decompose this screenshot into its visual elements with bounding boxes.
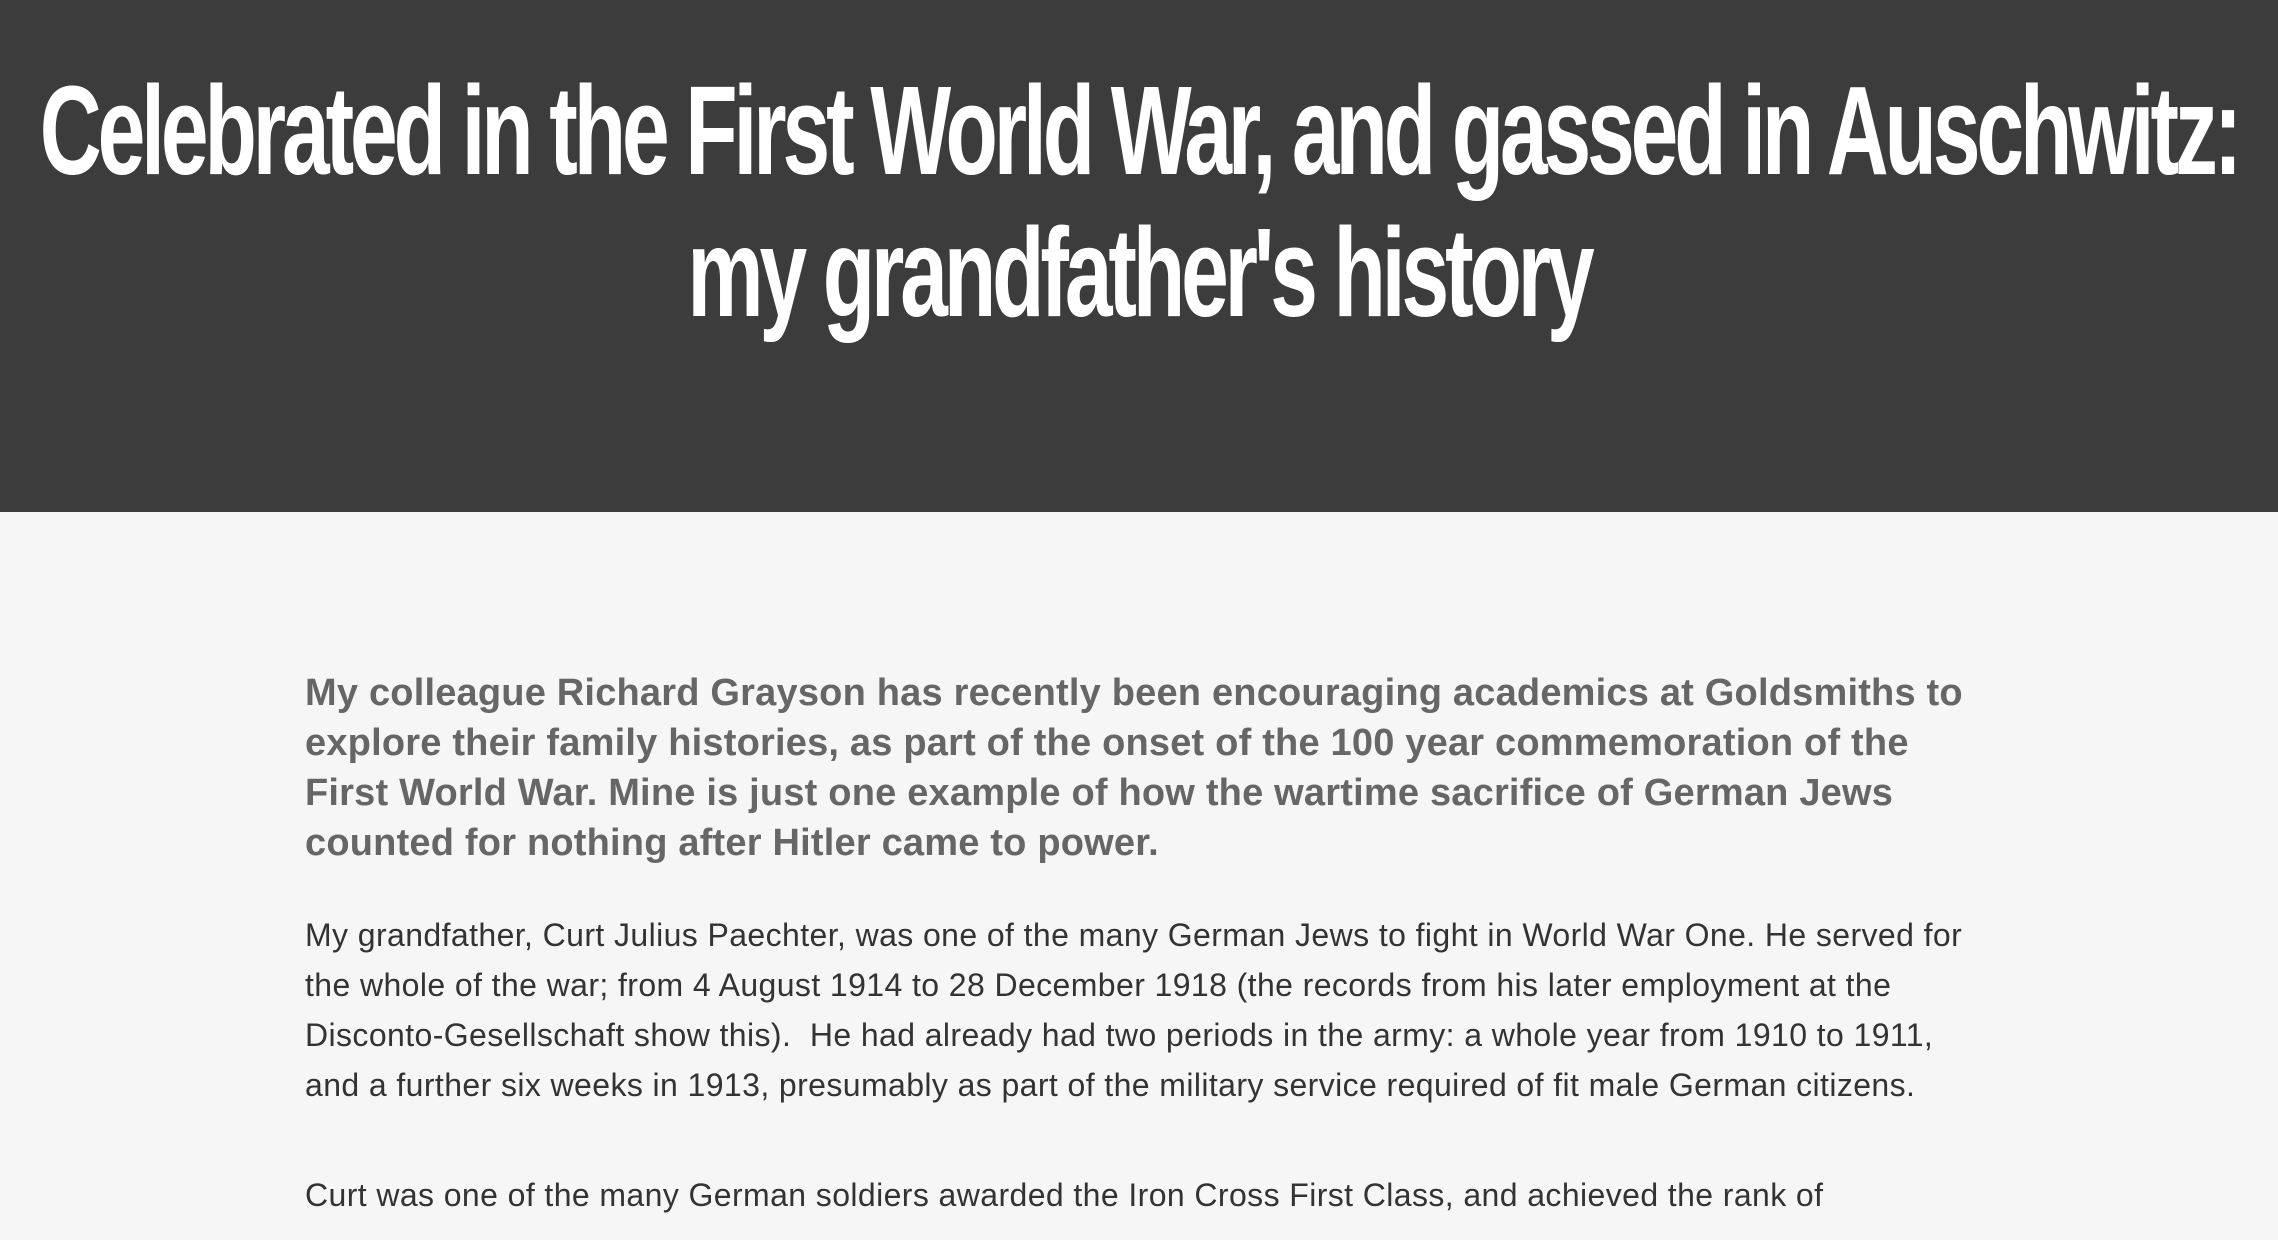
article-standfirst: My colleague Richard Grayson has recently been encouraging academics at Goldsmiths to explore their family histories, as part of the onset of the 100 year commemoration of the First World War. Mine is just one example of how the wartime sacrifice of German Jews counted for nothing after Hitler came to power. (305, 672, 1963, 864)
title-wrapper (0, 0, 2278, 512)
article-header (0, 0, 2278, 512)
article-body (305, 668, 1972, 1240)
article-paragraph: My grandfather, Curt Julius Paechter, was one of the many German Jews to fight in World War One. He served for the whole of the war; from 4 August 1914 to 28 December 1918 (the records from his later employment at the Disconto-Gesellschaft show this). He had already had two periods in the army: a whole year from 1910 to 1911, and a further six weeks in 1913, presumably as part of the military service required of fit male German citizens. (305, 917, 1972, 1103)
article-paragraph: Curt was one of the many German soldiers awarded the Iron Cross First Class, and achieved the rank of (305, 1177, 1824, 1213)
article-title: Celebrated in the First World War, and gassed in Auschwitz: my grandfather's history (39, 60, 2239, 343)
